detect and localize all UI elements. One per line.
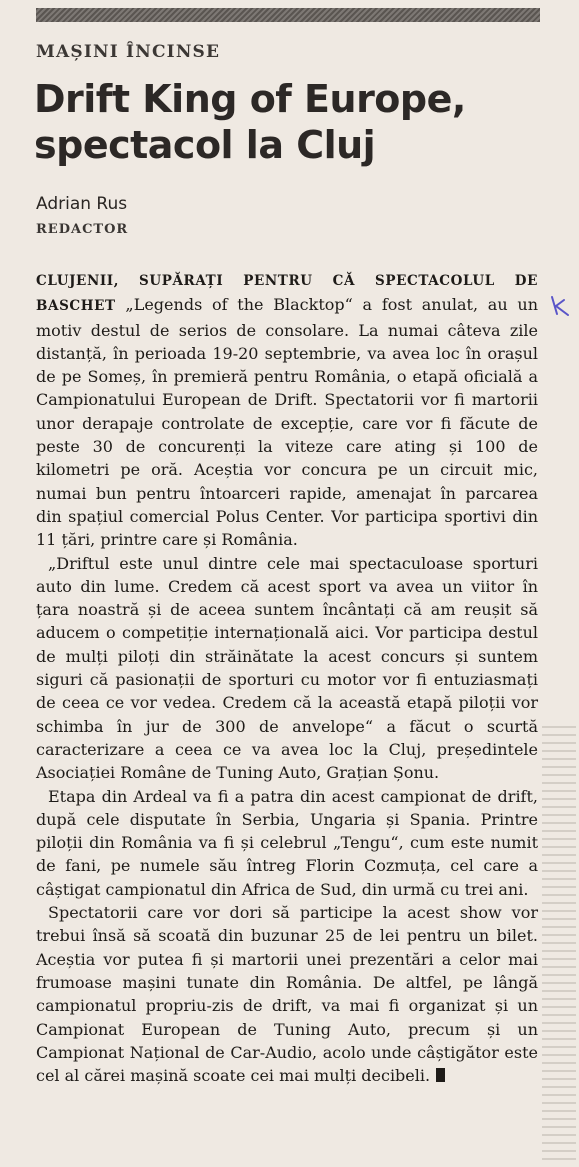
handwritten-check-mark — [548, 294, 572, 320]
page-edge-perforation — [542, 720, 576, 1160]
byline-role: REDACTOR — [36, 222, 129, 237]
article-body — [36, 268, 538, 1087]
article-paragraph-3: Etapa din Ardeal va fi a patra din acest campionat de drift, după cele disputate în Serbia, Ungaria și Spania. Printre piloții din România va fi și celebrul „Tengu“, cum este numit de fani, pe numele său întreg Florin Cozmuța, cel care a câștigat campionatul din Africa de Sud, din urmă cu trei ani. — [36, 786, 538, 899]
article-headline — [34, 76, 554, 168]
header-rule-bar — [36, 8, 540, 22]
end-of-article-mark — [436, 1068, 445, 1082]
headline-line-1: Drift King of Europe, — [34, 77, 466, 121]
article-paragraph-2: „Driftul este unul dintre cele mai spectaculoase sporturi auto din lume. Credem că acest sport va avea un viitor în țara noastră și de aceea suntem încântați că am reușit să aducem o competiție internațională aici. Vor participa destul de mulți piloți din străinătate la acest concurs și suntem siguri că pasionații de sporturi cu motor vor fi entuziasmați de ceea ce vor vedea. Credem că la această etapă piloții vor schimba în jur de 300 de anvelope“ a făcut o scurtă caracterizare a ceea ce va avea loc la Cluj, președintele Asociației Române de Tuning Auto, Grațian Șonu. — [36, 553, 538, 783]
section-kicker: MAȘINI ÎNCINSE — [36, 42, 221, 62]
article-lead-in: CLUJENII, SUPĂRAȚI PENTRU CĂ SPECTACOLUL DE BASCHET — [36, 273, 538, 315]
headline-line-2: spectacol la Cluj — [34, 123, 376, 167]
article-paragraph-4 — [36, 901, 538, 1087]
article-paragraph-1-text: „Legends of the Blacktop“ a fost anulat, au un motiv destul de serios de consolare. La numai câteva zile distanță, în perioada 19-20 septembrie, va avea loc în orașul de pe Someș, în premieră pentru România, o etapă oficială a Campionatului European de Drift. Spectatorii vor fi martorii unor derapaje controlate de excepție, care vor fi făcute de peste 30 de concurenți la viteze care ating și 100 de kilometri pe oră. Aceștia vor concura pe un circuit mic, numai bun pentru întoarceri rapide, amenajat în parcarea din spațiul comercial Polus Center. Vor participa sportivi din 11 țări, printre care și România. — [36, 295, 539, 550]
article-paragraph-4-text: Spectatorii care vor dori să participe la acest show vor trebui însă să scoată din buzunar 25 de lei pentru un bilet. Aceștia vor putea fi și martorii unei prezentări a celor mai frumoase mașini tunate din România. De altfel, pe lângă campionatul propriu-zis de drift, va mai fi organizat și un Campionat European de Tuning Auto, precum și un Campionat Național de Car-Audio, acolo unde câștigător este cel al cărei mașină scoate cei mai mulți decibeli. — [36, 903, 538, 1086]
byline-author: Adrian Rus — [36, 194, 128, 214]
article-paragraph-1 — [36, 268, 538, 552]
